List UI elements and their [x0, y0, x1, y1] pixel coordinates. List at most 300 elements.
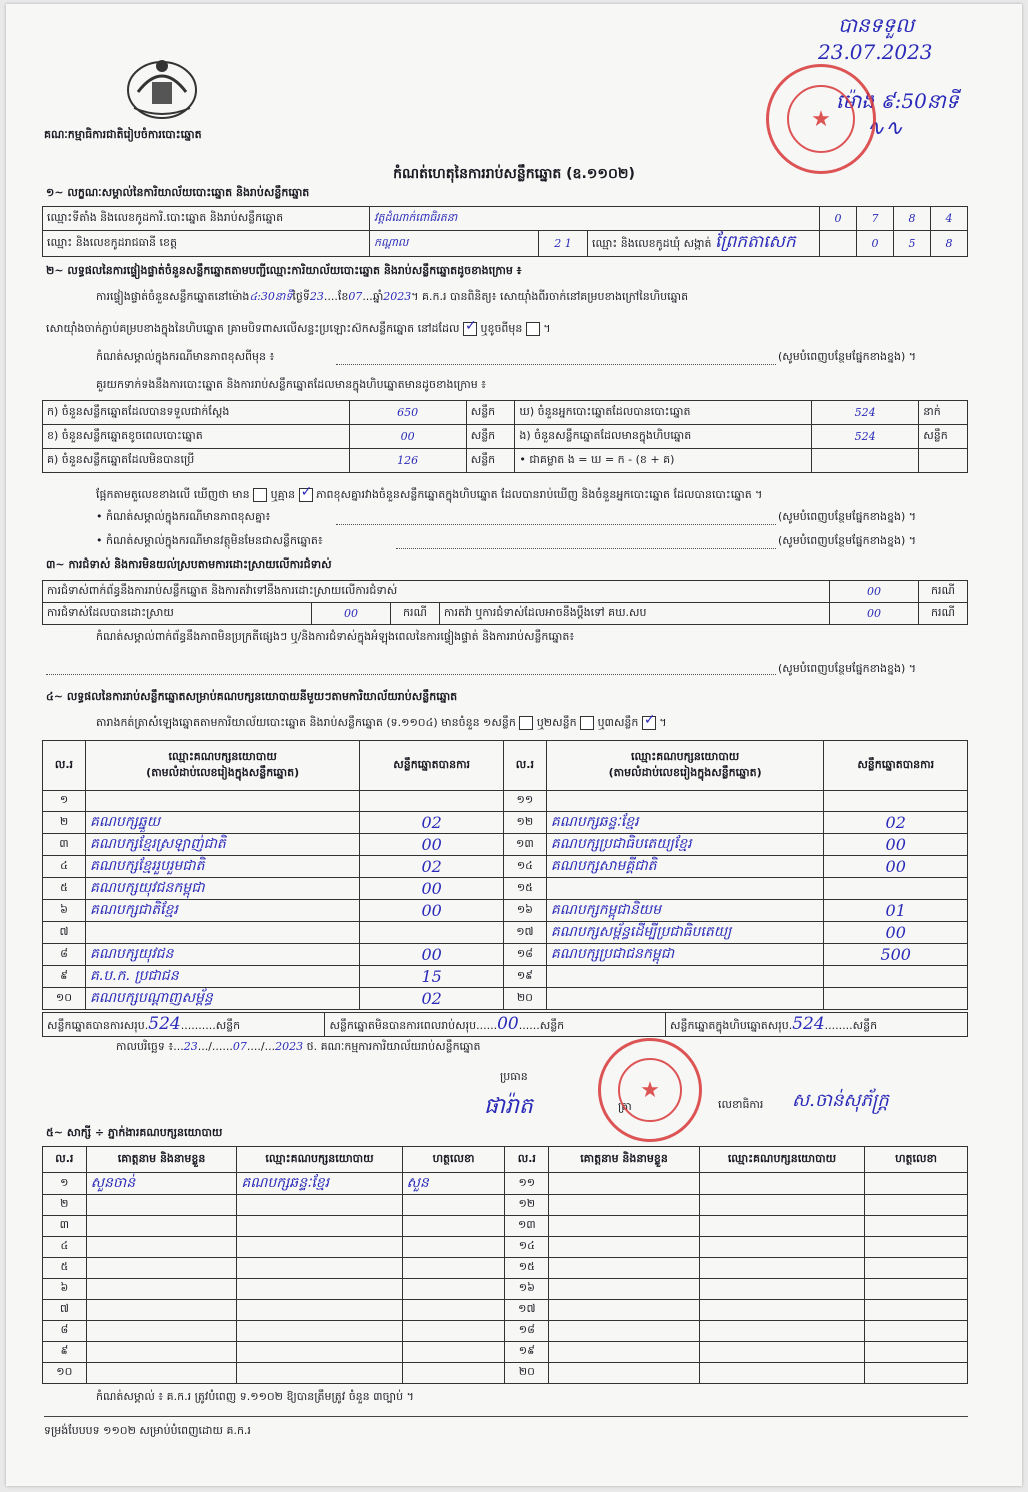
date-month: 07 — [232, 1040, 247, 1053]
s2-bullet1-line — [336, 524, 776, 525]
section2-para2 — [46, 322, 551, 338]
s3-row2-value: 00 — [312, 603, 391, 625]
result-votes — [824, 878, 968, 900]
s1-row1-label: ឈ្មោះទីតាំង និងលេខកូដការិ.បោះឆ្នោត និងរាប់សន្លឹកឆ្នោត — [43, 207, 370, 231]
count-right-value: 524 — [811, 425, 918, 449]
result-party: គណបក្សយុវជនកម្ពុជា — [85, 878, 359, 900]
s2-intro2: គួរយកទាក់ទងនឹងការបោះឆ្នោត និងការរាប់សន្លឹកឆ្នោតដែលមានក្នុងហិបឆ្នោតមានដូចខាងក្រោម ៖ — [96, 378, 487, 391]
s1-empty-cell — [820, 231, 857, 257]
witness-no: ១៣ — [505, 1216, 549, 1237]
date-tail: ថ. គណៈកម្មការការិយាល័យរាប់សន្លឹកឆ្នោត — [306, 1040, 481, 1053]
witness-row — [43, 1258, 968, 1279]
result-party: គណបក្សខ្មែរស្រឡាញ់ជាតិ — [85, 834, 359, 856]
witness-party — [699, 1279, 864, 1300]
s2-year: 2023 — [383, 290, 412, 303]
s2-text: ថ្ងៃទី — [292, 290, 310, 303]
date-year: 2023 — [275, 1040, 304, 1053]
witness-sign — [865, 1195, 968, 1216]
col-party — [85, 741, 359, 791]
s3-row1-value: 00 — [830, 581, 919, 603]
result-no: ១៧ — [503, 922, 546, 944]
witness-name — [86, 1195, 237, 1216]
witness-sign — [402, 1363, 505, 1384]
col-votes: សន្លឹកឆ្នោតបានការ — [360, 741, 504, 791]
witness-no: ១៧ — [505, 1300, 549, 1321]
result-no: ៤ — [43, 856, 86, 878]
count-left-label: ក) ចំនួនសន្លឹកឆ្នោតដែលបានទទួលជាក់ស្ដែង — [43, 401, 350, 425]
col-votes: សន្លឹកឆ្នោតបានការ — [824, 741, 968, 791]
result-votes: 00 — [360, 944, 504, 966]
count-right-value: 524 — [811, 401, 918, 425]
witness-sign — [402, 1279, 505, 1300]
result-no: ១៩ — [503, 966, 546, 988]
result-votes — [824, 988, 968, 1010]
s2-bullet1: • កំណត់សម្គាល់ក្នុងករណីមានភាពខុសគ្នា៖ — [96, 510, 271, 523]
result-party: គណបក្សសម្ព័ន្ធដើម្បីប្រជាធិបតេយ្យ — [546, 922, 824, 944]
result-party — [546, 791, 824, 812]
witness-row — [43, 1216, 968, 1237]
result-votes: 02 — [360, 856, 504, 878]
sum-label: សន្លឹកឆ្នោតមិនបានការពេលរាប់សរុប — [329, 1019, 477, 1032]
s4-date-line: កាលបរិច្ឆេទ ៖...23.../......07..../...2023 ថ. គណៈកម្មការការិយាល័យរាប់សន្លឹកឆ្នោត — [116, 1040, 481, 1053]
section2-count-table — [42, 400, 968, 473]
witness-row — [43, 1342, 968, 1363]
s2-note1-line — [336, 364, 776, 365]
s1-row2-code: 2 1 — [539, 231, 588, 257]
result-row — [43, 878, 968, 900]
witness-no: ១៤ — [505, 1237, 549, 1258]
witness-name — [549, 1321, 700, 1342]
result-votes: 00 — [360, 878, 504, 900]
witness-row — [43, 1173, 968, 1195]
s2-text: ផ្អែកតាមតួលេខខាងលើ ឃើញថា មាន — [96, 488, 250, 501]
result-no: ៨ — [43, 944, 86, 966]
s3-row2-label: ការជំទាស់ដែលបានដោះស្រាយ — [43, 603, 312, 625]
witness-name — [86, 1279, 237, 1300]
sum-unit: សន្លឹក — [539, 1019, 565, 1032]
witness-row — [43, 1363, 968, 1384]
result-row — [43, 791, 968, 812]
witness-sign — [402, 1216, 505, 1237]
witness-sign — [402, 1321, 505, 1342]
result-party: គណបក្សឆ្នួយ — [85, 812, 359, 834]
witness-no: ៦ — [43, 1279, 87, 1300]
section1-table — [42, 206, 968, 257]
result-votes: 00 — [360, 834, 504, 856]
bottom-note: ទម្រង់បែបបទ ១១០២ សម្រាប់បំពេញដោយ គ.ក.រ — [44, 1424, 251, 1437]
witness-no: ១០ — [43, 1363, 87, 1384]
s1-row2-mid-value: ព្រែកតាសេក — [715, 232, 796, 252]
unchanged-checkbox[interactable] — [463, 322, 477, 336]
result-party: គណបក្សជាតិខ្មែរ — [85, 900, 359, 922]
witness-sign — [865, 1300, 968, 1321]
s2-text: ឬខូចពីមុន — [480, 322, 523, 335]
count-left-value: 126 — [349, 449, 466, 473]
result-row — [43, 812, 968, 834]
count-right-label: • ជាគម្លាត ង = ឃ = ក - (ខ + គ) — [515, 449, 812, 473]
witness-no: ៣ — [43, 1216, 87, 1237]
count-left-label: គ) ចំនួនសន្លឹកឆ្នោតដែលមិនបានប្រើ — [43, 449, 350, 473]
witness-sign — [865, 1363, 968, 1384]
red-stamp-top: ★ — [766, 64, 876, 174]
one-sheet-checkbox[interactable] — [519, 716, 533, 730]
witness-party — [237, 1216, 402, 1237]
s1-digit: 0 — [820, 207, 857, 231]
witness-party — [699, 1300, 864, 1321]
witness-sign — [402, 1300, 505, 1321]
result-party — [546, 966, 824, 988]
witness-party — [699, 1173, 864, 1195]
result-votes: 00 — [824, 922, 968, 944]
witness-sign — [865, 1173, 968, 1195]
result-no: ១ — [43, 791, 86, 812]
s3-note-line — [46, 674, 776, 675]
witness-party — [237, 1321, 402, 1342]
result-party: គណបក្សឆន្ទៈខ្មែរ — [546, 812, 824, 834]
result-votes: 15 — [360, 966, 504, 988]
s2-line3 — [96, 488, 762, 504]
result-votes: 500 — [824, 944, 968, 966]
result-party — [546, 988, 824, 1010]
witness-party — [699, 1195, 864, 1216]
result-party: គណបក្សប្រជាជនកម្ពុជា — [546, 944, 824, 966]
witness-sign — [865, 1342, 968, 1363]
witness-name — [549, 1258, 700, 1279]
received-time: ម៉ោង ៩:50នាទី — [836, 89, 959, 113]
sum-unit: សន្លឹក — [215, 1019, 241, 1032]
witness-no: ១៩ — [505, 1342, 549, 1363]
sum-value: 00 — [497, 1014, 519, 1034]
result-no: ៥ — [43, 878, 86, 900]
witness-sign — [865, 1216, 968, 1237]
count-left-label: ខ) ចំនួនសន្លឹកឆ្នោតខូចពេលបោះឆ្នោត — [43, 425, 350, 449]
s2-fill-note: (សូមបំពេញបន្ថែមផ្នែកខាងខ្នង) ។ — [778, 534, 917, 547]
witness-no: ២ — [43, 1195, 87, 1216]
s3-row2-mid-label: ការតវ៉ា ឬការជំទាស់ដែលអាចនឹងប្ដឹងទៅ គឃ.សប — [440, 603, 830, 625]
s1-digit: 7 — [857, 207, 894, 231]
result-no: ១០ — [43, 988, 86, 1010]
witness-party — [699, 1258, 864, 1279]
sum-value: 524 — [148, 1014, 181, 1034]
section3-table — [42, 580, 968, 625]
result-party: គណបក្សសាមគ្គីជាតិ — [546, 856, 824, 878]
footer-divider — [44, 1416, 968, 1417]
sum-label: សន្លឹកឆ្នោតបានការសរុប — [47, 1019, 145, 1032]
witness-no: ១ — [43, 1173, 87, 1195]
witness-sign — [865, 1279, 968, 1300]
col-party — [546, 741, 824, 791]
witness-sign — [402, 1195, 505, 1216]
no-difference-checkbox[interactable] — [299, 488, 313, 502]
section4-title: ៤~ លទ្ធផលនៃការរាប់សន្លឹកឆ្នោតសម្រាប់គណបក្សនយោបាយនីមួយៗតាមការិយាល័យរាប់សន្លឹកឆ្នោត — [46, 690, 458, 703]
s3-fill-note: (សូមបំពេញបន្ថែមផ្នែកខាងខ្នង) ។ — [778, 662, 917, 675]
col-sign: ហត្ថលេខា — [402, 1147, 505, 1173]
count-right-value — [811, 449, 918, 473]
result-row — [43, 944, 968, 966]
sum-box: សន្លឹកឆ្នោតក្នុងហិបឆ្នោតសរុប.524........សន្លឹក — [666, 1013, 968, 1037]
sum-invalid: សន្លឹកឆ្នោតមិនបានការពេលរាប់សរុប......00......សន្លឹក — [325, 1013, 666, 1037]
sum-unit: សន្លឹក — [852, 1019, 878, 1032]
result-row — [43, 922, 968, 944]
col-name: គោត្តនាម និងនាមខ្លួន — [549, 1147, 700, 1173]
chair-signature: ផារ៉ាត — [484, 1094, 533, 1119]
s4-text: ។ — [659, 716, 667, 729]
witness-no: ៩ — [43, 1342, 87, 1363]
col-party-title: ឈ្មោះគណបក្សនយោបាយ — [631, 749, 740, 763]
witness-name — [86, 1300, 237, 1321]
count-right-label: ង) ចំនួនសន្លឹកឆ្នោតដែលមានក្នុងហិបឆ្នោត — [515, 425, 812, 449]
s1-digit: 8 — [931, 231, 968, 257]
result-party: គ.ប.ក. ប្រជាជន — [85, 966, 359, 988]
witness-no: ៧ — [43, 1300, 87, 1321]
witness-name — [549, 1342, 700, 1363]
result-votes: 02 — [360, 812, 504, 834]
col-name: គោត្តនាម និងនាមខ្លួន — [86, 1147, 237, 1173]
witness-party — [699, 1363, 864, 1384]
witness-name — [86, 1321, 237, 1342]
seal-label: ត្រា — [618, 1100, 632, 1113]
col-sign: ហត្ថលេខា — [865, 1147, 968, 1173]
witness-name — [549, 1195, 700, 1216]
s2-time: ៤:30នាទី — [249, 290, 293, 303]
result-party: គណបក្សកម្ពុជានិយម — [546, 900, 824, 922]
count-left-value: 00 — [349, 425, 466, 449]
witness-party — [237, 1342, 402, 1363]
result-row — [43, 988, 968, 1010]
witness-party — [699, 1321, 864, 1342]
count-row — [43, 401, 968, 425]
witness-sign — [402, 1258, 505, 1279]
col-no: ល.រ — [503, 741, 546, 791]
section4-summary — [42, 1012, 968, 1037]
section4-results-table — [42, 740, 968, 1010]
s2-bullet2-line — [396, 548, 776, 549]
result-party: គណបក្សយុវជន — [85, 944, 359, 966]
col-party: ឈ្មោះគណបក្សនយោបាយ — [237, 1147, 402, 1173]
result-votes: 00 — [360, 900, 504, 922]
witness-sign — [865, 1258, 968, 1279]
result-no: ១៤ — [503, 856, 546, 878]
witness-sign — [402, 1342, 505, 1363]
result-votes — [824, 966, 968, 988]
s4-text: ឬ៣សន្លឹក — [597, 716, 639, 729]
has-difference-checkbox[interactable] — [253, 488, 267, 502]
three-sheet-checkbox[interactable] — [642, 716, 656, 730]
count-row — [43, 425, 968, 449]
s3-note: កំណត់សម្គាល់ពាក់ព័ន្ធនឹងភាពមិនប្រក្រតីផ្សេងៗ ឬ/និងការជំទាស់ក្នុងអំឡុងពេលនៃការផ្ទៀងផ្ទាត់ និងការរាប់សន្លឹកឆ្នោត៖ — [96, 630, 575, 643]
witness-name — [86, 1342, 237, 1363]
count-right-unit — [919, 449, 968, 473]
received-signature: ∿∿ — [866, 116, 903, 141]
witness-no: ១៥ — [505, 1258, 549, 1279]
col-party-sub: (តាមលំដាប់លេខរៀងក្នុងសន្លឹកឆ្នោត) — [146, 765, 300, 779]
witness-party — [237, 1279, 402, 1300]
result-row — [43, 966, 968, 988]
col-party: ឈ្មោះគណបក្សនយោបាយ — [699, 1147, 864, 1173]
witness-no: ១១ — [505, 1173, 549, 1195]
date-day: 23 — [183, 1040, 198, 1053]
s3-unit: ករណី — [919, 581, 968, 603]
commission-name: គណៈកម្មាធិការជាតិរៀបចំការបោះឆ្នោត — [44, 128, 202, 141]
result-votes: 02 — [824, 812, 968, 834]
result-row — [43, 856, 968, 878]
col-no: ល.រ — [43, 1147, 87, 1173]
witness-party: គណបក្សឆន្ទៈខ្មែរ — [237, 1173, 402, 1195]
s3-unit: ករណី — [919, 603, 968, 625]
s2-text: ឬគ្មាន — [270, 488, 296, 501]
result-row — [43, 900, 968, 922]
count-row — [43, 449, 968, 473]
s2-text: ខែ — [337, 290, 349, 303]
count-left-unit: សន្លឹក — [466, 425, 515, 449]
section5-witness-table — [42, 1146, 968, 1384]
witness-party — [237, 1300, 402, 1321]
witness-name — [549, 1237, 700, 1258]
sum-valid: សន្លឹកឆ្នោតបានការសរុប.524..........សន្លឹក — [43, 1013, 325, 1037]
s2-text: សោយ៉ាំងចាក់ភ្ជាប់គម្របខាងក្នុងនៃហិបឆ្នោត គ្រាមបិទពាសលើសន្ទះប្រឡោះស៊កសន្លឹកឆ្នោត នៅដដែល — [46, 322, 460, 335]
section3-title: ៣~ ការជំទាស់ និងការមិនយល់ស្របតាមការដោះស្រាយលើការជំទាស់ — [46, 558, 332, 571]
witness-row — [43, 1300, 968, 1321]
witness-name — [549, 1279, 700, 1300]
footer-note: កំណត់សម្គាល់ ៖ គ.ក.រ ត្រូវបំពេញ ទ.១១០២ ឱ្យបានត្រឹមត្រូវ ចំនួន ៣ច្បាប់ ។ — [96, 1390, 414, 1403]
col-party-title: ឈ្មោះគណបក្សនយោបាយ — [168, 749, 277, 763]
witness-name — [549, 1300, 700, 1321]
received-label: បានទទួល — [838, 13, 915, 37]
witness-no: ៤ — [43, 1237, 87, 1258]
section2-para1: ការផ្ទៀងផ្ទាត់ចំនួនសន្លឹកឆ្នោតនៅម៉ោង៤:30នាទីថ្ងៃទី23....ខែ07...ឆ្នាំ2023។ គ.ក.រ បានពិនិត្យ៖ សោយ៉ាំងពីរចាក់នៅគម្របខាងក្រៅនៃហិបឆ្នោត — [96, 290, 689, 303]
s2-text: ភាពខុសគ្នារវាងចំនួនសន្លឹកឆ្នោតក្នុងហិបឆ្នោត ដែលបានរាប់ឃើញ និងចំនួនអ្នកបោះឆ្នោត ដែលបានបោះឆ្នោត ។ — [316, 488, 763, 501]
s2-day: 23 — [309, 290, 324, 303]
result-party — [546, 878, 824, 900]
result-party — [85, 922, 359, 944]
witness-name — [549, 1363, 700, 1384]
col-party-sub: (តាមលំដាប់លេខរៀងក្នុងសន្លឹកឆ្នោត) — [608, 765, 762, 779]
result-votes — [360, 791, 504, 812]
witness-sign: សួន — [402, 1173, 505, 1195]
damaged-checkbox[interactable] — [526, 322, 540, 336]
result-no: ៦ — [43, 900, 86, 922]
s3-row1-label: ការជំទាស់ពាក់ព័ន្ធនឹងការរាប់សន្លឹកឆ្នោត និងការតវ៉ាទៅនឹងការដោះស្រាយលើការជំទាស់ — [43, 581, 830, 603]
result-no: ១៨ — [503, 944, 546, 966]
s1-digit: 5 — [894, 231, 931, 257]
result-no: ៣ — [43, 834, 86, 856]
witness-sign — [402, 1237, 505, 1258]
count-left-value: 650 — [349, 401, 466, 425]
result-no: ១៥ — [503, 878, 546, 900]
witness-party — [699, 1237, 864, 1258]
witness-no: ៨ — [43, 1321, 87, 1342]
s2-text: ឆ្នាំ — [372, 290, 384, 303]
witness-name — [549, 1173, 700, 1195]
s3-unit: ករណី — [391, 603, 440, 625]
s1-digit: 8 — [894, 207, 931, 231]
form-title: កំណត់ហេតុនៃការរាប់សន្លឹកឆ្នោត (ឧ.១១០២) — [393, 166, 635, 182]
witness-name — [86, 1363, 237, 1384]
s1-row2-label: ឈ្មោះ និងលេខកូដរាជធានី ខេត្ត — [43, 231, 370, 257]
count-left-unit: សន្លឹក — [466, 449, 515, 473]
section1-title: ១~ លក្ខណៈសម្គាល់នៃការិយាល័យបោះឆ្នោត និងរាប់សន្លឹកឆ្នោត — [46, 186, 310, 199]
red-stamp-center: ★ — [598, 1038, 702, 1142]
witness-party — [237, 1237, 402, 1258]
witness-party — [699, 1342, 864, 1363]
result-votes: 02 — [360, 988, 504, 1010]
witness-no: ៥ — [43, 1258, 87, 1279]
result-no: ១១ — [503, 791, 546, 812]
count-right-unit: នាក់ — [919, 401, 968, 425]
witness-party — [237, 1195, 402, 1216]
s1-row1-value: វត្តដំណាក់ពោធិរតនា — [370, 207, 820, 231]
s4-text: តារាងកត់ត្រាសំឡេងឆ្នោតតាមការិយាល័យបោះឆ្នោត និងរាប់សន្លឹកឆ្នោត (ទ.១១០៤) មានចំនួន ១សន្លឹក — [96, 716, 516, 729]
s4-text: ឬ២សន្លឹក — [536, 716, 577, 729]
result-no: ១៣ — [503, 834, 546, 856]
sum-label: សន្លឹកឆ្នោតក្នុងហិបឆ្នោតសរុប — [670, 1019, 789, 1032]
s2-text: ការផ្ទៀងផ្ទាត់ចំនួនសន្លឹកឆ្នោតនៅម៉ោង — [96, 290, 250, 303]
nec-logo — [124, 52, 200, 122]
result-votes — [360, 922, 504, 944]
s2-fill-note: (សូមបំពេញបន្ថែមផ្នែកខាងខ្នង) ។ — [778, 350, 917, 363]
count-right-label: ឃ) ចំនួនអ្នកបោះឆ្នោតដែលបានបោះឆ្នោត — [515, 401, 812, 425]
result-votes — [824, 791, 968, 812]
secretary-signature: ស.ចាន់សុភ័ក្ត្រ — [792, 1090, 889, 1111]
result-party — [85, 791, 359, 812]
sum-value: 524 — [792, 1014, 825, 1034]
s2-month: 07 — [348, 290, 363, 303]
s1-row2-mid — [588, 231, 820, 257]
witness-sign — [865, 1321, 968, 1342]
witness-name: សួនចាន់ — [86, 1173, 237, 1195]
result-votes: 01 — [824, 900, 968, 922]
witness-party — [237, 1258, 402, 1279]
witness-row — [43, 1321, 968, 1342]
witness-party — [699, 1216, 864, 1237]
witness-no: ១៦ — [505, 1279, 549, 1300]
count-right-unit: សន្លឹក — [919, 425, 968, 449]
count-left-unit: សន្លឹក — [466, 401, 515, 425]
two-sheet-checkbox[interactable] — [580, 716, 594, 730]
chair-label: ប្រធាន — [500, 1070, 528, 1083]
result-no: ២ — [43, 812, 86, 834]
witness-name — [86, 1216, 237, 1237]
witness-party — [237, 1363, 402, 1384]
form-sheet — [6, 4, 1022, 1486]
result-no: ២០ — [503, 988, 546, 1010]
witness-name — [86, 1237, 237, 1258]
witness-no: ១២ — [505, 1195, 549, 1216]
witness-no: ១៨ — [505, 1321, 549, 1342]
secretary-label: លេខាធិការ — [718, 1098, 764, 1111]
result-no: ៩ — [43, 966, 86, 988]
received-date: 23.07.2023 — [818, 40, 933, 64]
witness-row — [43, 1237, 968, 1258]
s1-row2-value: កណ្ដាល — [370, 231, 539, 257]
witness-row — [43, 1279, 968, 1300]
date-label: កាលបរិច្ឆេទ ៖ — [116, 1040, 174, 1053]
s1-row2-mid-label: ឈ្មោះ និងលេខកូដឃុំ សង្កាត់ — [592, 237, 712, 250]
result-votes: 00 — [824, 834, 968, 856]
s2-note1: កំណត់សម្គាល់ក្នុងករណីមានភាពខុសពីមុន ៖ — [96, 350, 275, 363]
section5-title: ៥~ សាក្សី ÷ ភ្នាក់ងារគណបក្សនយោបាយ — [46, 1126, 223, 1139]
result-no: ១២ — [503, 812, 546, 834]
witness-row — [43, 1195, 968, 1216]
witness-name — [86, 1258, 237, 1279]
result-votes: 00 — [824, 856, 968, 878]
s2-fill-note: (សូមបំពេញបន្ថែមផ្នែកខាងខ្នង) ។ — [778, 510, 917, 523]
result-party: គណបក្សប្រជាធិបតេយ្យខ្មែរ — [546, 834, 824, 856]
witness-no: ២០ — [505, 1363, 549, 1384]
witness-name — [549, 1216, 700, 1237]
result-no: ៧ — [43, 922, 86, 944]
col-no: ល.រ — [43, 741, 86, 791]
